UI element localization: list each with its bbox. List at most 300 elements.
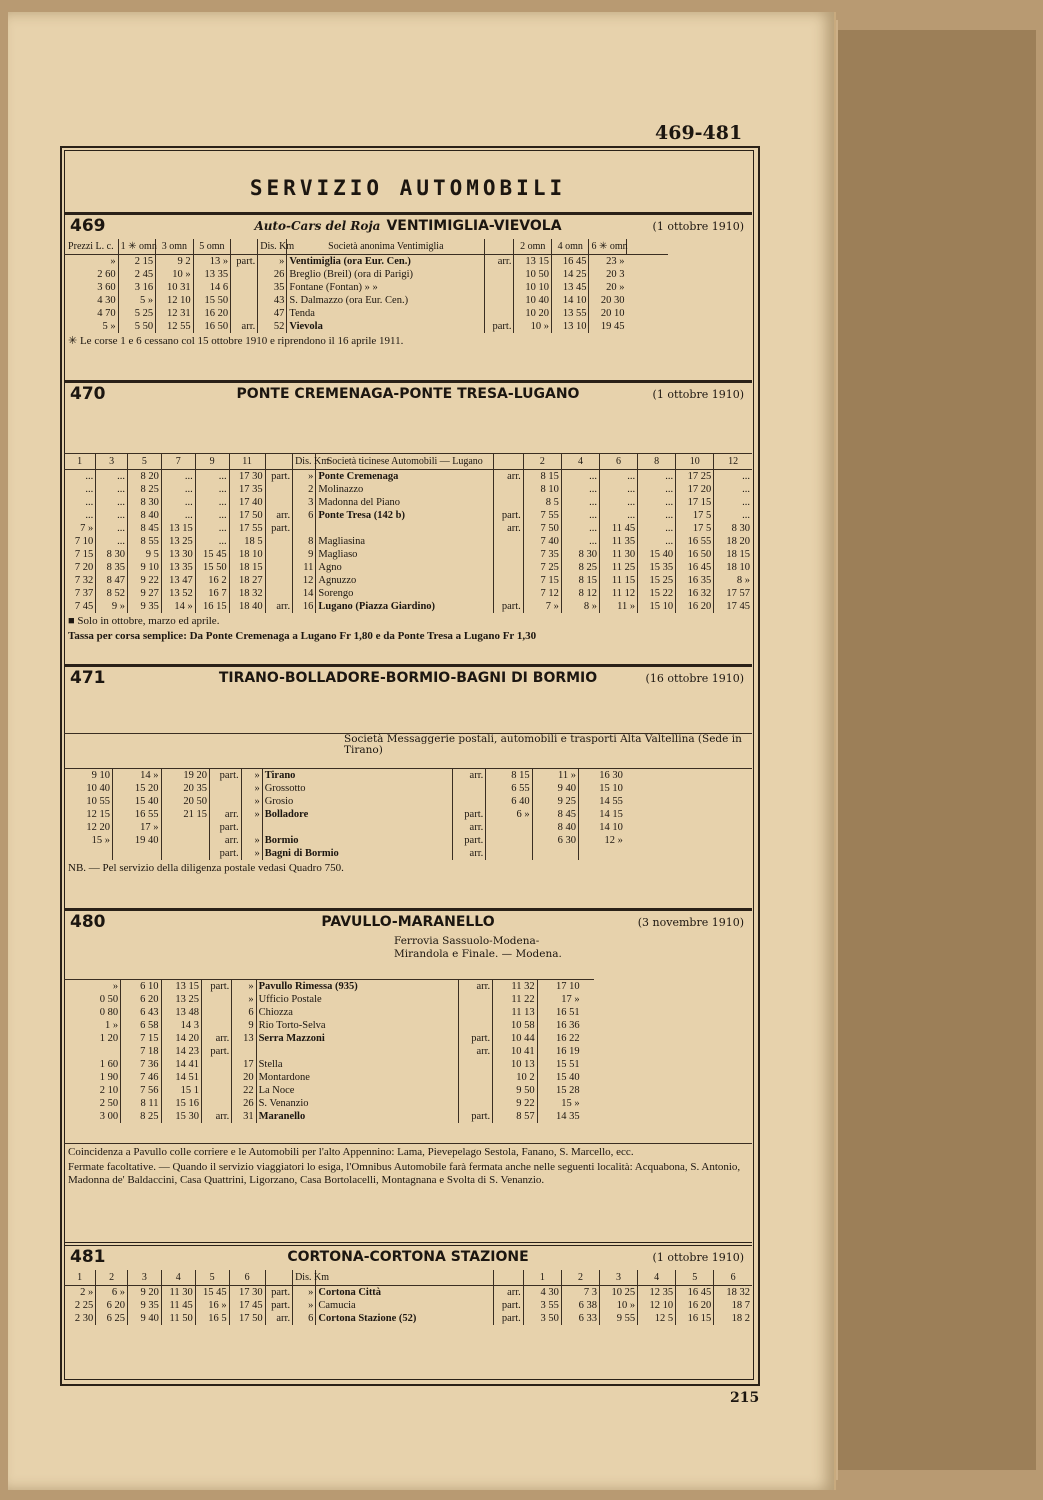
column-header: Società ticinese Automobili — Lugano [316, 454, 494, 470]
station-name [262, 821, 452, 834]
table-cell [458, 1019, 492, 1032]
table-cell: part. [265, 522, 293, 535]
table-cell: 2 30 [74, 1313, 94, 1324]
table-cell: ... [561, 535, 599, 548]
table-cell: 10 44 [493, 1032, 537, 1045]
table-cell: 15 » [91, 835, 110, 846]
table-cell: 10 55 [86, 796, 110, 807]
table-cell: 20 [232, 1071, 256, 1084]
table-cell: 2 [293, 483, 316, 496]
table-cell: 16 50 [193, 320, 231, 333]
table-cell: 6 38 [561, 1299, 599, 1312]
table-cell: 20 35 [161, 782, 210, 795]
table-cell: 35 [258, 281, 287, 294]
table-cell: 0 50 [99, 994, 119, 1005]
table-cell [201, 1006, 231, 1019]
table-row [64, 847, 752, 860]
section-470 [64, 380, 752, 645]
table-cell: 12 35 [638, 1286, 676, 1300]
table-cell [161, 834, 210, 847]
table-cell: 10 58 [493, 1019, 537, 1032]
table-cell [231, 294, 258, 307]
table-row [64, 1299, 752, 1312]
column-header: 4 [161, 1270, 195, 1286]
table-cell: 9 55 [599, 1312, 637, 1325]
table-cell [231, 307, 258, 320]
table-cell: 10 31 [156, 281, 194, 294]
table-cell: 15 10 [638, 600, 676, 613]
table-cell: 2 10 [99, 1085, 119, 1096]
table-row [64, 255, 752, 269]
section-header [64, 908, 752, 935]
table-row [64, 548, 752, 561]
table-cell: 8 30 [561, 548, 599, 561]
table-cell: 15 10 [579, 782, 625, 795]
station-name: Lugano (Piazza Giardino) [316, 600, 494, 613]
table-cell: 8 25 [121, 1110, 161, 1123]
table-cell: 16 51 [537, 1006, 581, 1019]
station-name [256, 1045, 458, 1058]
table-cell: ... [561, 522, 599, 535]
table-cell: 8 25 [128, 483, 162, 496]
column-header: 3 [128, 1270, 162, 1286]
table-cell: 8 10 [523, 483, 561, 496]
section-481 [64, 1242, 752, 1325]
table-row [64, 483, 752, 496]
table-cell: arr. [210, 834, 242, 847]
column-header [265, 454, 293, 470]
table-cell: 16 15 [676, 1312, 714, 1325]
table-cell [201, 1084, 231, 1097]
table-cell: 8 40 [532, 821, 578, 834]
table-row [64, 993, 752, 1006]
table-cell: 8 [293, 535, 316, 548]
table-cell: 16 45 [676, 1286, 714, 1300]
table-cell: 13 45 [551, 281, 589, 294]
table-cell: ... [161, 509, 195, 522]
table-cell: 6 43 [121, 1006, 161, 1019]
column-header: 5 [128, 454, 162, 470]
table-cell: 6 30 [532, 834, 578, 847]
table-cell: 8 12 [561, 587, 599, 600]
table-cell: » [293, 1286, 316, 1300]
company-name: Ferrovia Sassuolo-Modena-Mirandola e Finale. — Modena. [64, 935, 594, 980]
table-cell: 9 20 [128, 1286, 162, 1300]
table-cell: 1 » [104, 1020, 119, 1031]
table-cell [452, 795, 486, 808]
table-cell: 10 25 [599, 1286, 637, 1300]
table-cell: 7 36 [121, 1058, 161, 1071]
table-cell: 11 » [532, 769, 578, 782]
station-name: S. Venanzio [256, 1097, 458, 1110]
table-cell: arr. [494, 522, 524, 535]
table-cell: 6 33 [561, 1312, 599, 1325]
table-cell: 18 20 [714, 535, 752, 548]
table-cell [161, 821, 210, 834]
section-header [64, 212, 752, 239]
table-cell: 13 30 [161, 548, 195, 561]
table-row [64, 1006, 752, 1019]
table-cell: 6 40 [486, 795, 532, 808]
column-header: 3 [599, 1270, 637, 1286]
table-cell: ... [85, 484, 94, 495]
column-header [494, 1270, 524, 1286]
table-cell: arr. [231, 320, 258, 333]
table-cell: 1 60 [99, 1059, 119, 1070]
table-cell: 9 40 [128, 1312, 162, 1325]
table-cell: ... [561, 470, 599, 484]
table-cell: 7 » [523, 600, 561, 613]
section-471 [64, 664, 752, 877]
table-cell: 10 » [156, 268, 194, 281]
table-cell: 17 [232, 1058, 256, 1071]
table-cell: 16 45 [551, 255, 589, 269]
table-row [64, 268, 752, 281]
table-cell: 13 55 [551, 307, 589, 320]
table-cell: 10 » [599, 1299, 637, 1312]
table-row [64, 281, 752, 294]
table-cell: 7 25 [523, 561, 561, 574]
table-cell: 0 80 [99, 1007, 119, 1018]
table-cell: 7 3 [561, 1286, 599, 1300]
table-cell: 10 20 [514, 307, 552, 320]
table-cell: 1 20 [99, 1033, 119, 1044]
table-cell [485, 281, 514, 294]
table-cell: 9 [293, 548, 316, 561]
section-number: 469 [70, 216, 106, 236]
table-cell: 9 25 [532, 795, 578, 808]
section-header [64, 664, 752, 691]
table-cell: 15 28 [537, 1084, 581, 1097]
timetable-470 [64, 454, 752, 613]
table-cell: 13 15 [161, 980, 201, 993]
column-header: 1 ✳ omn [118, 239, 156, 255]
table-cell: » [241, 834, 262, 847]
table-cell: ... [599, 509, 637, 522]
table-cell: 8 20 [128, 470, 162, 484]
column-header [626, 239, 668, 255]
column-header: 3 [96, 454, 128, 470]
station-name: Ventimiglia (ora Eur. Cen.) [287, 255, 485, 269]
table-cell: 15 40 [113, 795, 162, 808]
table-cell [485, 268, 514, 281]
station-name: Ponte Tresa (142 b) [316, 509, 494, 522]
column-header: 6 [229, 1270, 265, 1286]
column-header: 3 omn [156, 239, 194, 255]
table-cell: ... [195, 509, 229, 522]
table-cell: 9 5 [128, 548, 162, 561]
table-cell: 11 50 [161, 1312, 195, 1325]
table-cell: 3 55 [523, 1299, 561, 1312]
table-cell: ... [161, 470, 195, 484]
table-cell: 18 40 [229, 600, 265, 613]
table-cell: 2 50 [99, 1098, 119, 1109]
table-cell: part. [265, 1299, 293, 1312]
table-cell: » [232, 980, 256, 993]
table-cell: 6 » [486, 808, 532, 821]
table-cell: 8 30 [128, 496, 162, 509]
table-cell: 3 16 [118, 281, 156, 294]
table-cell: 8 » [561, 600, 599, 613]
table-cell: 8 47 [96, 574, 128, 587]
column-header [494, 454, 524, 470]
table-cell: 14 23 [161, 1045, 201, 1058]
table-cell [458, 1084, 492, 1097]
table-cell: 15 22 [638, 587, 676, 600]
table-cell: 2 25 [74, 1300, 94, 1311]
table-cell: 13 [232, 1032, 256, 1045]
table-cell: 16 » [195, 1299, 229, 1312]
table-cell: 7 56 [121, 1084, 161, 1097]
table-cell: 14 55 [579, 795, 625, 808]
table-cell: 11 30 [599, 548, 637, 561]
table-cell: 4 70 [97, 308, 116, 319]
section-title: PONTE CREMENAGA-PONTE TRESA-LUGANO [236, 386, 580, 402]
table-cell: 19 45 [589, 320, 627, 333]
table-cell: 9 2 [156, 255, 194, 269]
table-cell: 1 90 [99, 1072, 119, 1083]
company-name: Società Messaggerie postali, automobili e trasporti Alta Valtellina (Sede in Tirano) [64, 734, 752, 769]
table-row [64, 1084, 752, 1097]
table-cell: 11 22 [493, 993, 537, 1006]
table-cell: ... [638, 522, 676, 535]
table-cell: 20 10 [589, 307, 627, 320]
station-name: Agno [316, 561, 494, 574]
table-cell: 17 50 [229, 1312, 265, 1325]
table-cell: 8 52 [96, 587, 128, 600]
table-cell: 11 12 [599, 587, 637, 600]
table-cell: 10 13 [493, 1058, 537, 1071]
table-cell [241, 821, 262, 834]
table-cell: 10 2 [493, 1071, 537, 1084]
table-cell: ... [195, 522, 229, 535]
table-cell: ... [161, 483, 195, 496]
column-header: Prezzi L. c. [64, 239, 118, 255]
column-header: 5 omn [193, 239, 231, 255]
table-cell: 14 6 [193, 281, 231, 294]
table-cell: 14 25 [551, 268, 589, 281]
table-cell: 2 » [80, 1287, 94, 1298]
station-name: Bormio [262, 834, 452, 847]
table-cell: ... [714, 483, 752, 496]
table-cell: 11 45 [599, 522, 637, 535]
column-header: Dis. Km [258, 239, 287, 255]
table-cell: 7 18 [121, 1045, 161, 1058]
table-cell: 15 45 [195, 1286, 229, 1300]
station-name: Bagni di Bormio [262, 847, 452, 860]
table-cell: 17 40 [229, 496, 265, 509]
table-cell: 16 30 [579, 769, 625, 782]
table-cell: ... [638, 535, 676, 548]
table-cell [485, 294, 514, 307]
table-cell: » [110, 256, 116, 267]
table-cell: » [241, 769, 262, 782]
table-cell [452, 782, 486, 795]
table-cell: » [241, 795, 262, 808]
table-cell: 9 27 [128, 587, 162, 600]
table-cell [161, 847, 210, 860]
table-cell: 7 55 [523, 509, 561, 522]
table-cell: » [258, 255, 287, 269]
table-cell: 16 50 [676, 548, 714, 561]
table-cell: arr. [201, 1032, 231, 1045]
table-cell: ... [599, 496, 637, 509]
table-cell: 8 35 [96, 561, 128, 574]
table-cell: 9 22 [128, 574, 162, 587]
table-cell [64, 847, 113, 860]
section-header [64, 380, 752, 407]
page-title: SERVIZIO AUTOMOBILI [249, 176, 567, 200]
table-cell: part. [210, 821, 242, 834]
section-note: NB. — Pel servizio della diligenza postale vedasi Quadro 750. [68, 862, 344, 874]
table-cell: part. [494, 509, 524, 522]
table-cell: 12 10 [638, 1299, 676, 1312]
section-header [64, 1242, 752, 1270]
table-cell: 8 » [714, 574, 752, 587]
table-cell: 11 30 [161, 1286, 195, 1300]
station-name: Tirano [262, 769, 452, 782]
table-cell: ... [195, 535, 229, 548]
table-cell: ... [599, 483, 637, 496]
column-header: 1 [64, 454, 96, 470]
table-cell: part. [201, 980, 231, 993]
table-cell: 14 15 [579, 808, 625, 821]
table-cell [458, 1097, 492, 1110]
table-cell: 16 20 [193, 307, 231, 320]
table-cell: part. [494, 1299, 524, 1312]
table-cell: 18 5 [229, 535, 265, 548]
table-cell: part. [210, 769, 242, 782]
table-cell: 14 3 [161, 1019, 201, 1032]
station-name: Pavullo Rimessa (935) [256, 980, 458, 993]
table-cell: 7 35 [523, 548, 561, 561]
table-cell: 13 48 [161, 1006, 201, 1019]
column-header: 10 [676, 454, 714, 470]
table-cell: 18 32 [229, 587, 265, 600]
table-cell: 13 15 [514, 255, 552, 269]
table-cell [201, 1019, 231, 1032]
column-header: 4 [638, 1270, 676, 1286]
table-cell: arr. [210, 808, 242, 821]
table-cell [293, 522, 316, 535]
table-cell: 6 58 [121, 1019, 161, 1032]
table-cell: arr. [494, 1286, 524, 1300]
table-cell: 3 [293, 496, 316, 509]
table-cell: 13 25 [161, 993, 201, 1006]
table-cell: 18 27 [229, 574, 265, 587]
table-cell: 15 1 [161, 1084, 201, 1097]
table-cell: 6 25 [96, 1312, 128, 1325]
station-name: Chiozza [256, 1006, 458, 1019]
section-date: (1 ottobre 1910) [652, 388, 744, 401]
page-number: 215 [730, 1390, 760, 1406]
table-row [64, 509, 752, 522]
table-cell: 3 60 [97, 282, 116, 293]
column-header: 1 [64, 1270, 96, 1286]
table-cell: 7 » [80, 523, 94, 534]
timetable-471 [64, 769, 752, 860]
table-cell: 4 30 [97, 295, 116, 306]
table-cell: 18 15 [714, 548, 752, 561]
table-cell: 16 7 [195, 587, 229, 600]
section-date: (1 ottobre 1910) [652, 220, 744, 233]
table-cell: 18 2 [714, 1312, 752, 1325]
table-header [64, 454, 752, 470]
table-row [64, 496, 752, 509]
table-cell [532, 847, 578, 860]
table-cell: 16 20 [676, 600, 714, 613]
station-name: Ufficio Postale [256, 993, 458, 1006]
station-name [316, 522, 494, 535]
table-cell: 10 40 [86, 783, 110, 794]
table-cell: 15 51 [537, 1058, 581, 1071]
table-cell: 15 40 [638, 548, 676, 561]
table-cell: 6 20 [96, 1299, 128, 1312]
station-name: Rio Torto-Selva [256, 1019, 458, 1032]
table-cell: 15 16 [161, 1097, 201, 1110]
table-cell: 16 15 [195, 600, 229, 613]
column-header: 6 [714, 1270, 752, 1286]
table-cell: 26 [258, 268, 287, 281]
table-cell: 15 20 [113, 782, 162, 795]
table-cell: 9 35 [128, 1299, 162, 1312]
column-header: 4 omn [551, 239, 589, 255]
table-cell: 13 52 [161, 587, 195, 600]
table-row [64, 1110, 752, 1123]
table-cell: 8 15 [486, 769, 532, 782]
table-cell: 8 57 [493, 1110, 537, 1123]
table-cell: part. [458, 1110, 492, 1123]
table-cell: 7 15 [74, 549, 94, 560]
column-header: 2 omn [514, 239, 552, 255]
table-cell [458, 1058, 492, 1071]
table-cell: » [232, 993, 256, 1006]
table-cell: 7 15 [121, 1032, 161, 1045]
table-cell: part. [452, 808, 486, 821]
table-row [64, 1058, 752, 1071]
section-number: 471 [70, 668, 106, 688]
table-cell: 12 [293, 574, 316, 587]
table-cell: 18 15 [229, 561, 265, 574]
column-header: 7 [161, 454, 195, 470]
column-header: 2 [523, 454, 561, 470]
table-cell: ... [638, 483, 676, 496]
table-cell: 15 50 [193, 294, 231, 307]
section-note: ✳ Le corse 1 e 6 cessano col 15 ottobre 1910 e riprendono il 16 aprile 1911. [68, 335, 404, 347]
table-cell: 9 10 [91, 770, 110, 781]
station-name: S. Dalmazzo (ora Eur. Cen.) [287, 294, 485, 307]
table-row [64, 535, 752, 548]
station-name: Vievola [287, 320, 485, 333]
table-cell: 15 » [537, 1097, 581, 1110]
table-cell: 7 46 [121, 1071, 161, 1084]
table-cell [201, 1071, 231, 1084]
table-cell: 15 30 [161, 1110, 201, 1123]
section-note: ■ Solo in ottobre, marzo ed aprile. [68, 615, 220, 627]
table-cell: 47 [258, 307, 287, 320]
table-cell: arr. [494, 470, 524, 484]
table-cell: 17 55 [229, 522, 265, 535]
table-cell: 43 [258, 294, 287, 307]
table-cell: part. [231, 255, 258, 269]
table-cell: 17 20 [676, 483, 714, 496]
table-cell: 14 » [113, 769, 162, 782]
table-cell: ... [195, 483, 229, 496]
table-cell: arr. [452, 847, 486, 860]
table-cell: 7 45 [74, 601, 94, 612]
table-cell: 11 35 [599, 535, 637, 548]
table-cell: 2 45 [118, 268, 156, 281]
